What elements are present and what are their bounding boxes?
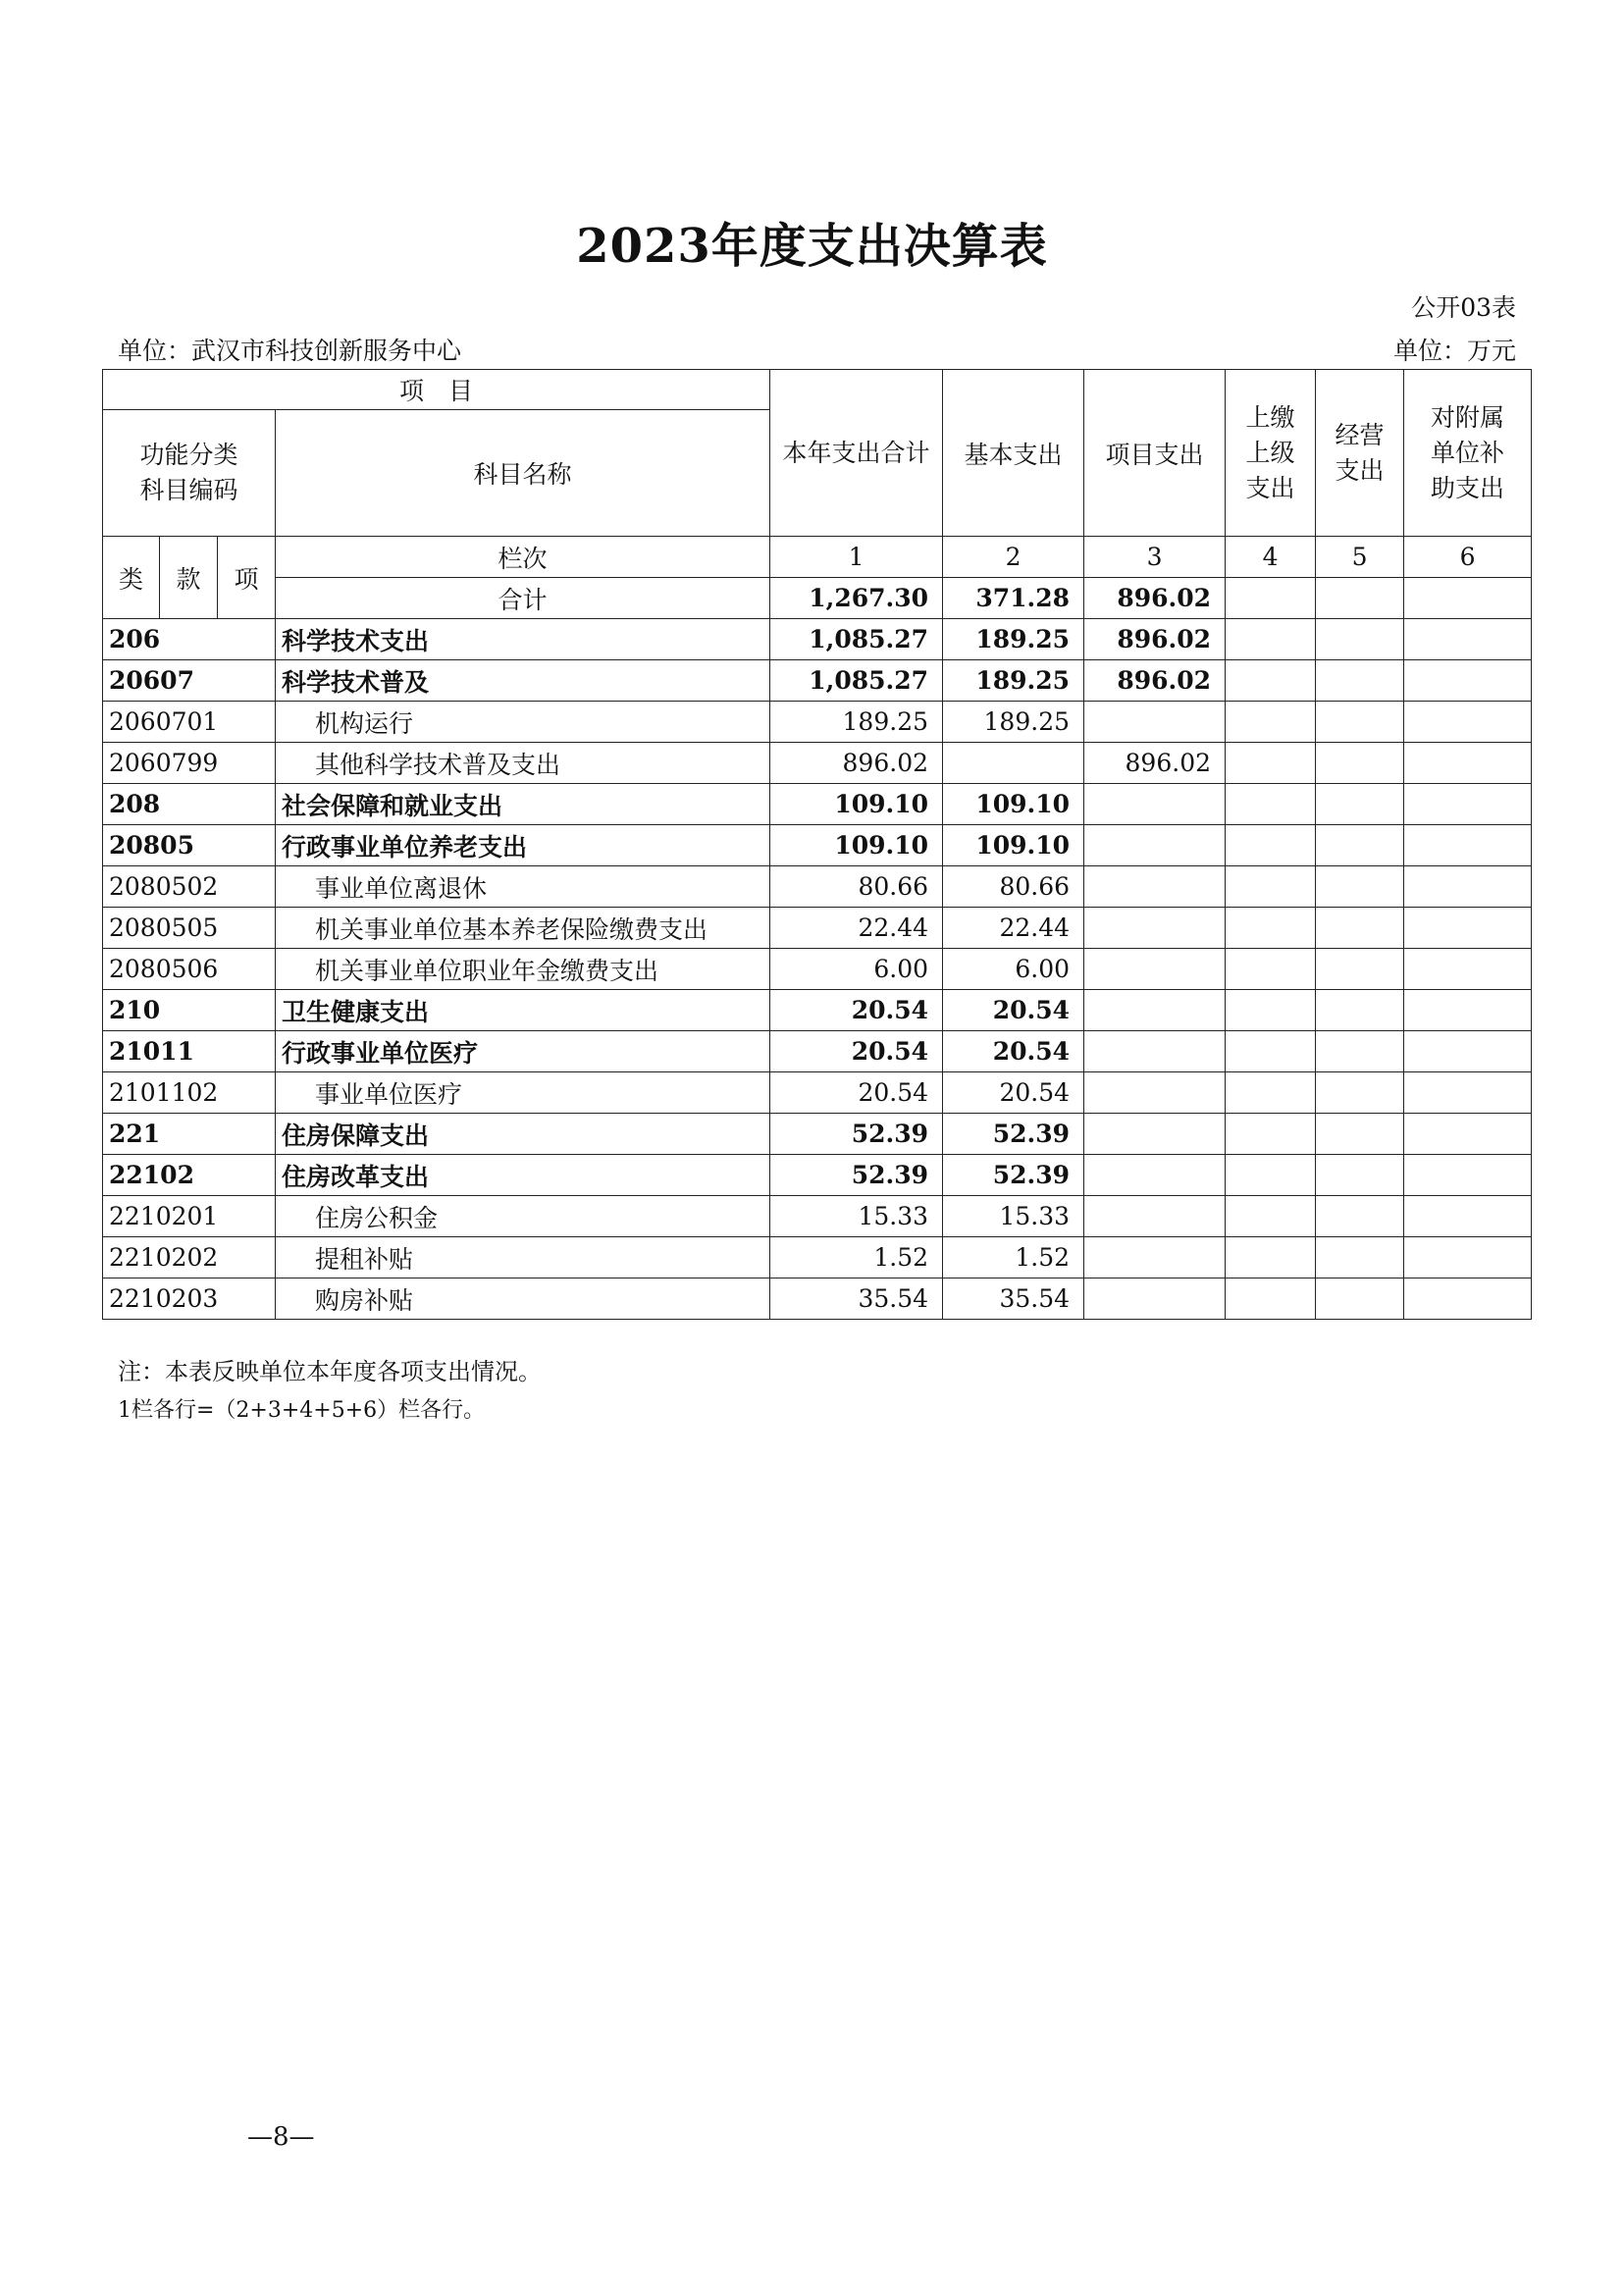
value-project xyxy=(1084,949,1226,990)
subject-name: 卫生健康支出 xyxy=(276,990,770,1031)
value-total: 35.54 xyxy=(770,1278,943,1320)
subject-code: 21011 xyxy=(103,1031,276,1072)
table-row xyxy=(103,784,1532,825)
table-row xyxy=(103,908,1532,949)
value-subsidy xyxy=(1404,1237,1532,1278)
subject-name: 提租补贴 xyxy=(276,1237,770,1278)
table-row xyxy=(103,1237,1532,1278)
value-business xyxy=(1316,619,1404,660)
value-upper xyxy=(1226,743,1316,784)
subject-name: 住房公积金 xyxy=(276,1196,770,1237)
value-business xyxy=(1316,1114,1404,1155)
value-business xyxy=(1316,908,1404,949)
value-basic: 35.54 xyxy=(943,1278,1084,1320)
value-upper xyxy=(1226,784,1316,825)
table-row xyxy=(103,990,1532,1031)
table-row xyxy=(103,1031,1532,1072)
value-business xyxy=(1316,1072,1404,1114)
value-business xyxy=(1316,866,1404,908)
value-project xyxy=(1084,1031,1226,1072)
page-title: 2023年度支出决算表 xyxy=(576,219,1048,274)
value-project: 896.02 xyxy=(1084,619,1226,660)
value-total: 109.10 xyxy=(770,784,943,825)
unit-organization: 单位：武汉市科技创新服务中心 xyxy=(118,337,462,365)
value-business xyxy=(1316,743,1404,784)
subject-code: 2210203 xyxy=(103,1278,276,1320)
col-num-1: 1 xyxy=(770,537,943,578)
header-xiang: 项 xyxy=(218,537,276,619)
note-2: 1栏各行=（2+3+4+5+6）栏各行。 xyxy=(118,1398,486,1423)
value-total: 896.02 xyxy=(770,743,943,784)
value-project xyxy=(1084,1114,1226,1155)
note-1: 注：本表反映单位本年度各项支出情况。 xyxy=(118,1358,542,1385)
value-subsidy xyxy=(1404,702,1532,743)
value-project xyxy=(1084,866,1226,908)
subject-code: 2060799 xyxy=(103,743,276,784)
subject-name: 住房保障支出 xyxy=(276,1114,770,1155)
value-business xyxy=(1316,1278,1404,1320)
col-num-3: 3 xyxy=(1084,537,1226,578)
header-col-business: 经营支出 xyxy=(1316,370,1404,537)
value-business xyxy=(1316,949,1404,990)
table-row xyxy=(103,825,1532,866)
value-upper xyxy=(1226,949,1316,990)
value-business xyxy=(1316,990,1404,1031)
subject-name: 行政事业单位医疗 xyxy=(276,1031,770,1072)
subject-name: 机构运行 xyxy=(276,702,770,743)
table-row xyxy=(103,866,1532,908)
value-basic: 22.44 xyxy=(943,908,1084,949)
value-project xyxy=(1084,1237,1226,1278)
subject-code: 210 xyxy=(103,990,276,1031)
table-row xyxy=(103,743,1532,784)
value-upper xyxy=(1226,619,1316,660)
value-project xyxy=(1084,702,1226,743)
subject-code: 206 xyxy=(103,619,276,660)
value-project xyxy=(1084,1072,1226,1114)
value-upper xyxy=(1226,1155,1316,1196)
total-basic: 371.28 xyxy=(943,578,1084,619)
value-subsidy xyxy=(1404,1155,1532,1196)
subject-code: 221 xyxy=(103,1114,276,1155)
subject-name: 社会保障和就业支出 xyxy=(276,784,770,825)
value-basic: 109.10 xyxy=(943,825,1084,866)
value-upper xyxy=(1226,660,1316,702)
header-col-upper: 上缴上级支出 xyxy=(1226,370,1316,537)
subject-name: 行政事业单位养老支出 xyxy=(276,825,770,866)
value-total: 1.52 xyxy=(770,1237,943,1278)
value-total: 15.33 xyxy=(770,1196,943,1237)
subject-code: 2101102 xyxy=(103,1072,276,1114)
header-col-total: 本年支出合计 xyxy=(770,370,943,537)
value-subsidy xyxy=(1404,619,1532,660)
header-col-subsidy: 对附属单位补助支出 xyxy=(1404,370,1532,537)
value-basic xyxy=(943,743,1084,784)
value-business xyxy=(1316,702,1404,743)
value-project xyxy=(1084,1278,1226,1320)
value-business xyxy=(1316,1031,1404,1072)
value-basic: 52.39 xyxy=(943,1155,1084,1196)
value-subsidy xyxy=(1404,1278,1532,1320)
subject-name: 购房补贴 xyxy=(276,1278,770,1320)
table-row xyxy=(103,1155,1532,1196)
total-project: 896.02 xyxy=(1084,578,1226,619)
table-row xyxy=(103,1114,1532,1155)
header-func-code: 功能分类科目编码 xyxy=(103,410,276,537)
value-basic: 20.54 xyxy=(943,1031,1084,1072)
col-num-6: 6 xyxy=(1404,537,1532,578)
value-project xyxy=(1084,825,1226,866)
value-basic: 189.25 xyxy=(943,619,1084,660)
value-total: 1,085.27 xyxy=(770,619,943,660)
value-upper xyxy=(1226,702,1316,743)
value-business xyxy=(1316,784,1404,825)
value-basic: 189.25 xyxy=(943,660,1084,702)
total-upper xyxy=(1226,578,1316,619)
value-upper xyxy=(1226,1114,1316,1155)
value-basic: 52.39 xyxy=(943,1114,1084,1155)
subject-name: 住房改革支出 xyxy=(276,1155,770,1196)
form-number: 公开03表 xyxy=(1411,293,1516,322)
value-upper xyxy=(1226,866,1316,908)
subject-code: 208 xyxy=(103,784,276,825)
value-subsidy xyxy=(1404,1072,1532,1114)
value-subsidy xyxy=(1404,743,1532,784)
value-upper xyxy=(1226,990,1316,1031)
col-num-2: 2 xyxy=(943,537,1084,578)
value-upper xyxy=(1226,1237,1316,1278)
value-upper xyxy=(1226,825,1316,866)
value-subsidy xyxy=(1404,866,1532,908)
value-upper xyxy=(1226,908,1316,949)
value-basic: 109.10 xyxy=(943,784,1084,825)
subject-code: 2210202 xyxy=(103,1237,276,1278)
value-subsidy xyxy=(1404,660,1532,702)
value-upper xyxy=(1226,1072,1316,1114)
value-project xyxy=(1084,908,1226,949)
value-project xyxy=(1084,990,1226,1031)
value-subsidy xyxy=(1404,825,1532,866)
value-total: 1,085.27 xyxy=(770,660,943,702)
value-business xyxy=(1316,1196,1404,1237)
table-row xyxy=(103,1278,1532,1320)
subject-name: 科学技术支出 xyxy=(276,619,770,660)
value-total: 20.54 xyxy=(770,1072,943,1114)
value-subsidy xyxy=(1404,784,1532,825)
subject-code: 2080502 xyxy=(103,866,276,908)
value-total: 20.54 xyxy=(770,1031,943,1072)
value-subsidy xyxy=(1404,990,1532,1031)
subject-name: 机关事业单位职业年金缴费支出 xyxy=(276,949,770,990)
value-basic: 15.33 xyxy=(943,1196,1084,1237)
value-project xyxy=(1084,1155,1226,1196)
header-item: 项 目 xyxy=(103,370,770,410)
col-num-5: 5 xyxy=(1316,537,1404,578)
value-subsidy xyxy=(1404,949,1532,990)
page-number: —8— xyxy=(247,2122,315,2152)
value-basic: 20.54 xyxy=(943,1072,1084,1114)
total-label: 合计 xyxy=(276,578,770,619)
value-total: 80.66 xyxy=(770,866,943,908)
expenditure-table xyxy=(102,369,1532,1320)
header-lei: 类 xyxy=(103,537,160,619)
subject-code: 20805 xyxy=(103,825,276,866)
value-upper xyxy=(1226,1031,1316,1072)
total-business xyxy=(1316,578,1404,619)
table-row xyxy=(103,949,1532,990)
header-subject-name: 科目名称 xyxy=(276,410,770,537)
table-row xyxy=(103,619,1532,660)
value-total: 189.25 xyxy=(770,702,943,743)
value-project: 896.02 xyxy=(1084,743,1226,784)
value-total: 109.10 xyxy=(770,825,943,866)
value-basic: 20.54 xyxy=(943,990,1084,1031)
header-row-3 xyxy=(103,537,1532,578)
header-row-1 xyxy=(103,370,1532,410)
subject-name: 事业单位离退休 xyxy=(276,866,770,908)
header-col-project: 项目支出 xyxy=(1084,370,1226,537)
header-kuan: 款 xyxy=(160,537,218,619)
value-business xyxy=(1316,825,1404,866)
header-lanci: 栏次 xyxy=(276,537,770,578)
value-subsidy xyxy=(1404,1031,1532,1072)
unit-currency: 单位：万元 xyxy=(1392,337,1516,365)
header-col-basic: 基本支出 xyxy=(943,370,1084,537)
table-row xyxy=(103,1196,1532,1237)
subject-code: 2060701 xyxy=(103,702,276,743)
subject-code: 2080505 xyxy=(103,908,276,949)
total-row xyxy=(103,578,1532,619)
subject-name: 其他科学技术普及支出 xyxy=(276,743,770,784)
value-subsidy xyxy=(1404,1196,1532,1237)
value-total: 20.54 xyxy=(770,990,943,1031)
value-basic: 1.52 xyxy=(943,1237,1084,1278)
value-business xyxy=(1316,1237,1404,1278)
value-basic: 6.00 xyxy=(943,949,1084,990)
value-total: 52.39 xyxy=(770,1114,943,1155)
total-value: 1,267.30 xyxy=(770,578,943,619)
total-subsidy xyxy=(1404,578,1532,619)
value-upper xyxy=(1226,1278,1316,1320)
table-row xyxy=(103,1072,1532,1114)
table-row xyxy=(103,660,1532,702)
value-business xyxy=(1316,660,1404,702)
value-total: 52.39 xyxy=(770,1155,943,1196)
value-business xyxy=(1316,1155,1404,1196)
subject-code: 22102 xyxy=(103,1155,276,1196)
value-subsidy xyxy=(1404,908,1532,949)
value-project xyxy=(1084,784,1226,825)
subject-code: 2080506 xyxy=(103,949,276,990)
subject-code: 20607 xyxy=(103,660,276,702)
subject-name: 事业单位医疗 xyxy=(276,1072,770,1114)
subject-code: 2210201 xyxy=(103,1196,276,1237)
value-total: 22.44 xyxy=(770,908,943,949)
subject-name: 机关事业单位基本养老保险缴费支出 xyxy=(276,908,770,949)
value-project: 896.02 xyxy=(1084,660,1226,702)
value-basic: 189.25 xyxy=(943,702,1084,743)
col-num-4: 4 xyxy=(1226,537,1316,578)
table-row xyxy=(103,702,1532,743)
value-project xyxy=(1084,1196,1226,1237)
value-basic: 80.66 xyxy=(943,866,1084,908)
value-subsidy xyxy=(1404,1114,1532,1155)
value-upper xyxy=(1226,1196,1316,1237)
subject-name: 科学技术普及 xyxy=(276,660,770,702)
value-total: 6.00 xyxy=(770,949,943,990)
